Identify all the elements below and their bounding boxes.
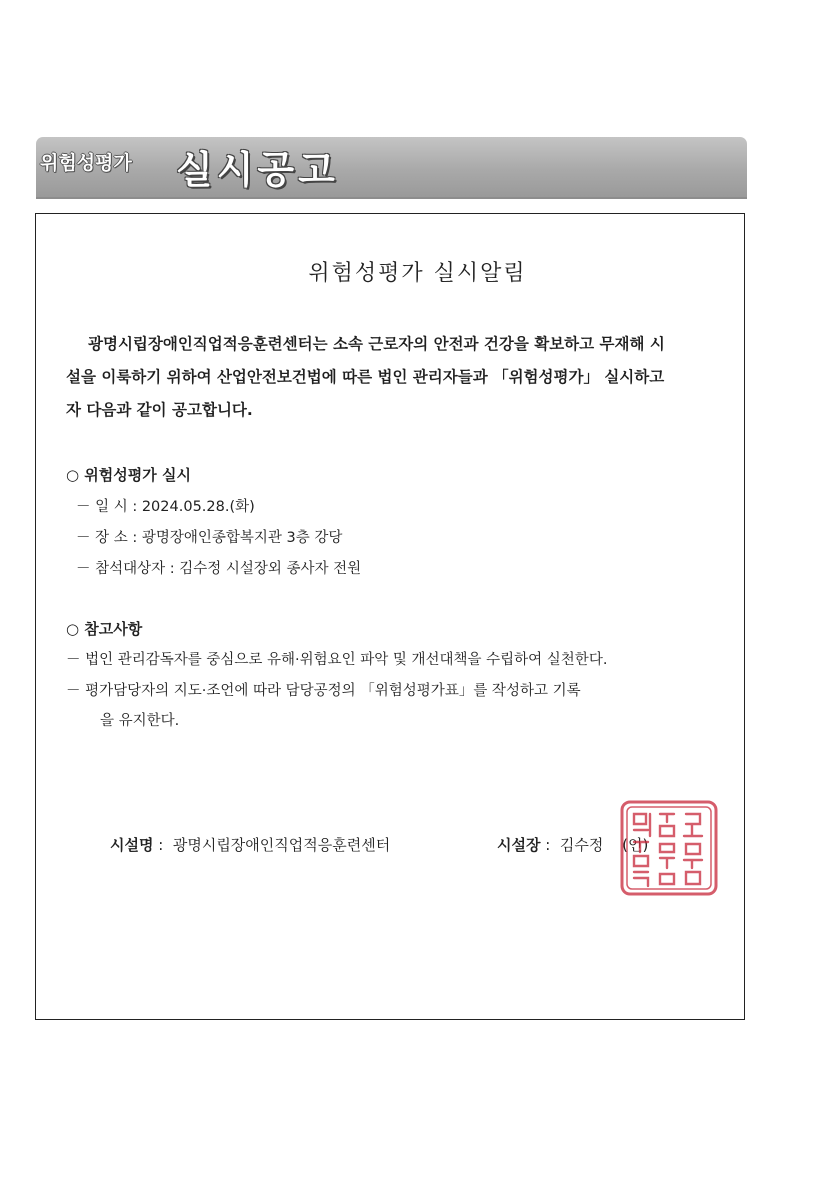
- list-item-place: － 장 소 : 광명장애인종합복지관 3층 강당: [76, 530, 343, 546]
- banner-title: 실시공고: [176, 148, 339, 192]
- section-heading-notes: ○ 참고사항: [66, 620, 143, 638]
- section-heading-assessment: ○ 위험성평가 실시: [66, 466, 191, 484]
- director-label: 시설장: [497, 836, 541, 854]
- intro-paragraph: [66, 328, 718, 427]
- official-seal-stamp: [620, 800, 718, 896]
- list-item-note-1: － 법인 관리감독자를 중심으로 유해·위험요인 파악 및 개선대책을 수립하여 실천한다.: [66, 652, 608, 668]
- director-separator: :: [540, 836, 560, 854]
- facility-signature: [110, 834, 390, 855]
- facility-label: 시설명: [110, 836, 154, 854]
- seal-mark: (인): [622, 836, 649, 854]
- intro-line: 자 다음과 같이 공고합니다.: [66, 401, 253, 419]
- intro-line: 설을 이룩하기 위하여 산업안전보건법에 따른 법인 관리자들과 「위험성평가」 실시하고: [66, 368, 665, 386]
- facility-name: 광명시립장애인직업적응훈련센터: [172, 836, 391, 854]
- list-item-attendees: － 참석대상자 : 김수정 시설장외 종사자 전원: [76, 561, 362, 577]
- list-item-date: － 일 시 : 2024.05.28.(화): [76, 499, 255, 515]
- list-item-note-2: － 평가담당자의 지도·조언에 따라 담당공정의 「위험성평가표」를 작성하고 기록: [66, 683, 581, 699]
- document-title: 위험성평가 실시알림: [308, 261, 527, 286]
- notice-banner: [36, 137, 747, 199]
- director-name: 김수정: [559, 836, 604, 854]
- banner-subtitle: 위험성평가: [40, 152, 132, 174]
- intro-line: 광명시립장애인직업적응훈련센터는 소속 근로자의 안전과 건강을 확보하고 무재해 시: [88, 335, 665, 353]
- facility-separator: :: [153, 836, 173, 854]
- list-item-note-2-cont: 을 유지한다.: [100, 713, 180, 729]
